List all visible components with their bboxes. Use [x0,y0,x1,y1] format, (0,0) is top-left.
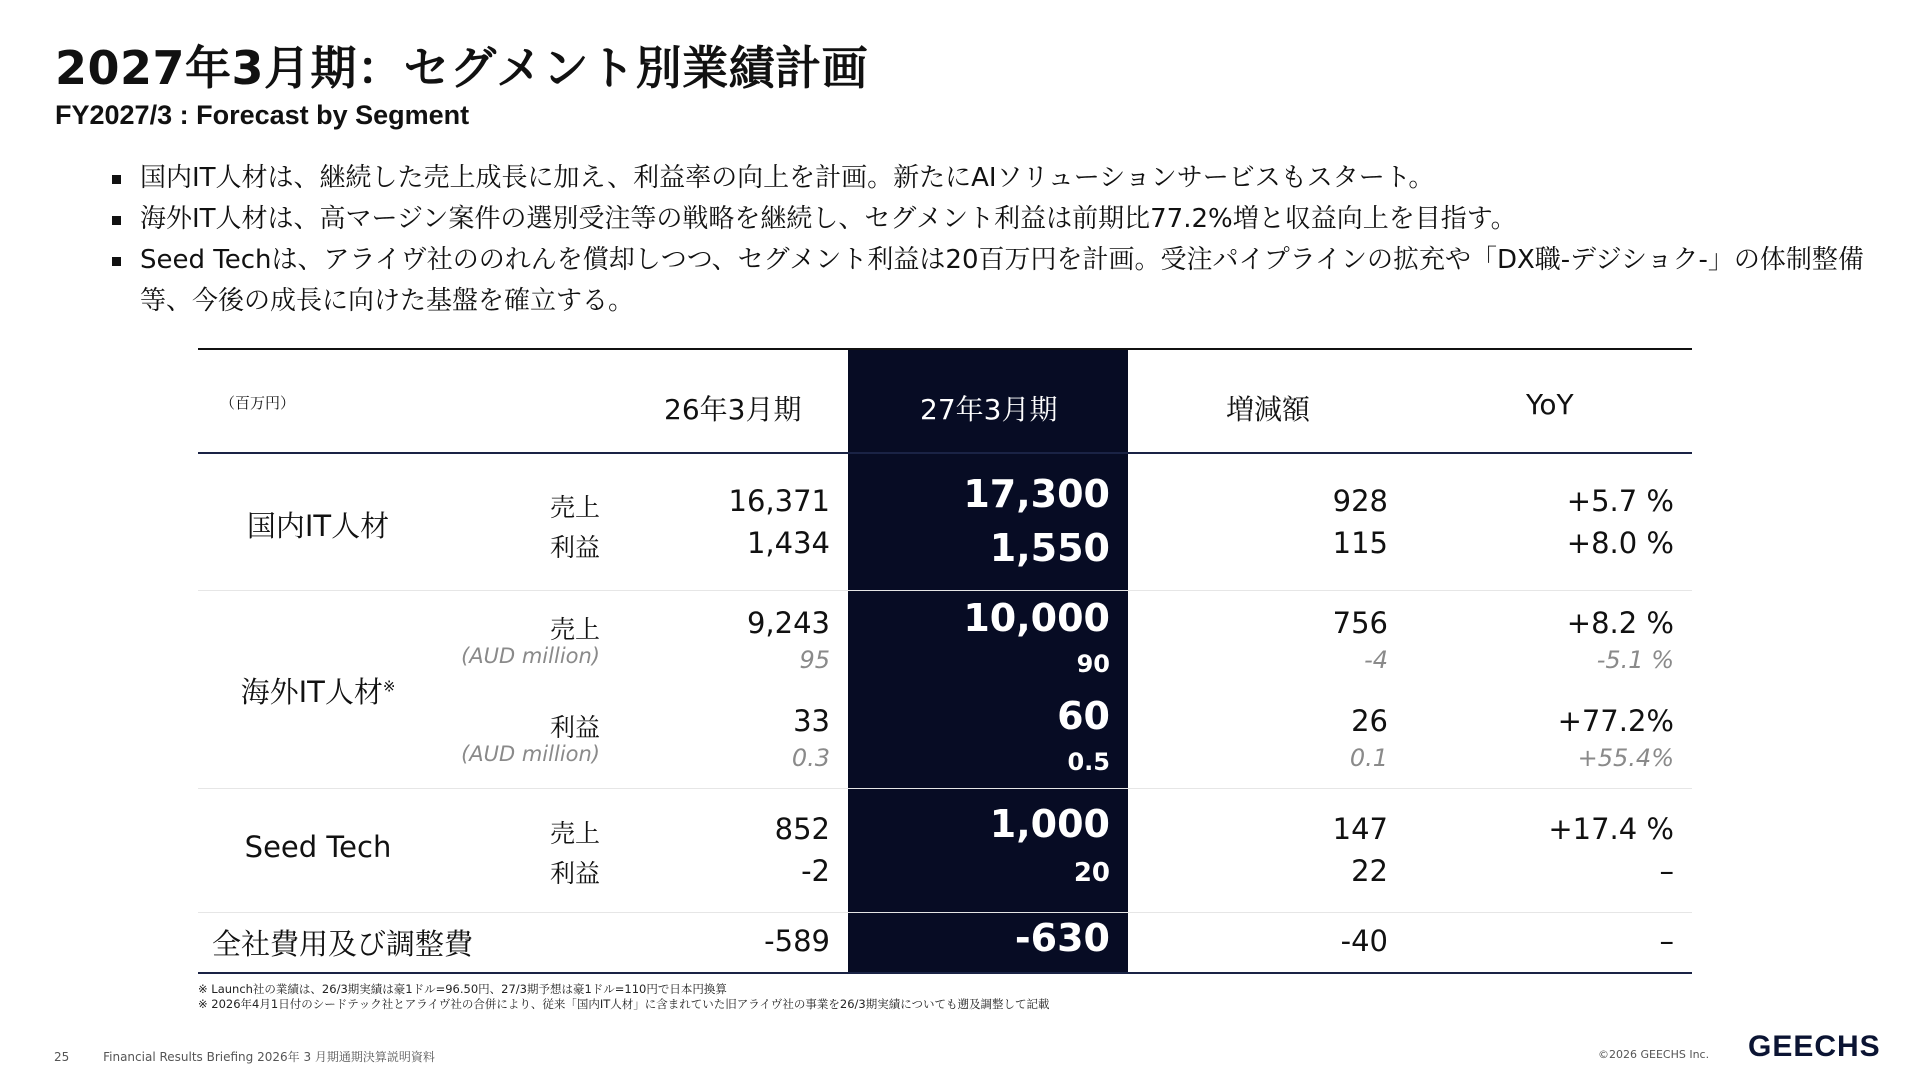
geechs-logo: GEECHS [1748,1030,1881,1063]
row-divider [198,912,1692,913]
document-name: Financial Results Briefing 2026年 3 月期通期決算説明資料 [103,1050,435,1064]
corporate-yoy: – [1659,924,1674,958]
domestic-profit-fy26: 1,434 [746,526,830,560]
overseas-profit-change: 26 [1351,704,1388,738]
row-divider [198,788,1692,789]
sales-label: 売上 [549,819,600,848]
domestic-sales-fy26: 16,371 [728,484,830,518]
domestic-profit-yoy: +8.0 % [1566,526,1674,560]
header-yoy: YoY [1526,388,1574,421]
page-title: 2027年3月期：セグメント別業績計画 [55,41,869,95]
domestic-sales-yoy: +5.7 % [1566,484,1674,518]
domestic-profit-change: 115 [1332,526,1388,560]
header-change: 増減額 [1226,393,1311,426]
sales-label: 売上 [549,493,600,522]
domestic-sales-fy27: 17,300 [963,472,1110,516]
page-number: 25 [54,1050,70,1064]
segment-overseas [198,670,438,711]
copyright: ©2026 GEECHS Inc. [1598,1048,1710,1061]
overseas-sales-yoy: +8.2 % [1566,606,1674,640]
profit-label: 利益 [549,713,600,742]
seedtech-sales-fy27: 1,000 [989,802,1110,846]
overseas-sales-aud-yoy: -5.1 % [1596,646,1674,674]
footer [54,1048,465,1065]
seedtech-sales-yoy: +17.4 % [1548,812,1674,846]
seedtech-profit-fy26: -2 [801,854,830,888]
overseas-sales-change: 756 [1332,606,1388,640]
page-subtitle: FY2027/3 : Forecast by Segment [55,100,470,130]
overseas-profit-aud-change: 0.1 [1349,744,1388,772]
footnote-exchange-rate: ※ Launch社の業績は、26/3期実績は豪1ドル=96.50円、27/3期予想は豪1ドル=110円で日本円換算 [198,982,727,996]
segment-overseas-name: 海外IT人材 [240,675,383,709]
aud-label: (AUD million) [461,644,600,668]
segment-seedtech: Seed Tech [244,830,392,864]
overseas-profit-fy27: 60 [1057,694,1110,738]
segment-domestic: 国内IT人材 [246,509,390,543]
overseas-sales-fy27: 10,000 [963,596,1110,640]
header-fy27: 27年3月期 [920,393,1058,426]
bullet-overseas: 海外IT人材は、高マージン案件の選別受注等の戦略を継続し、セグメント利益は前期比77.2%増と収益向上を目指す。 [112,199,1892,240]
sales-label: 売上 [549,615,600,644]
corporate-fy27: -630 [1014,916,1110,960]
table-bottom-rule [198,972,1692,974]
row-divider [198,590,1692,591]
overseas-profit-yoy: +77.2% [1557,704,1674,738]
footnote-mark: ※ [382,677,396,696]
unit-label: （百万円） [220,394,296,412]
bullet-seedtech: Seed Techは、アライヴ社ののれんを償却しつつ、セグメント利益は20百万円を計画。受注パイプラインの拡充や「DX職-デジショク-」の体制整備等、今後の成長に向けた基盤を確立する。 [112,240,1892,322]
seedtech-sales-fy26: 852 [774,812,830,846]
corporate-change: -40 [1340,924,1388,958]
table-top-rule [198,348,1692,350]
domestic-sales-change: 928 [1332,484,1388,518]
corporate-fy26: -589 [764,924,830,958]
overseas-profit-fy26: 33 [793,704,830,738]
seedtech-profit-yoy: – [1659,854,1674,888]
overseas-sales-fy26: 9,243 [746,606,830,640]
overseas-profit-aud-yoy: +55.4% [1577,744,1674,772]
footnote-merger: ※ 2026年4月1日付のシードテック社とアライヴ社の合併により、従来「国内IT人材」に含まれていた旧アライヴ社の事業を26/3期実績についても遡及調整して記載 [198,997,1050,1011]
overseas-sales-aud-fy27: 90 [1076,650,1110,678]
segment-forecast-table [198,348,1692,974]
summary-bullets [112,158,1892,322]
aud-label: (AUD million) [461,742,600,766]
overseas-profit-aud-fy27: 0.5 [1067,748,1110,776]
header-fy26: 26年3月期 [664,393,802,426]
bullet-domestic: 国内IT人材は、継続した売上成長に加え、利益率の向上を計画。新たにAIソリューションサービスもスタート。 [112,158,1892,199]
overseas-sales-aud-fy26: 95 [799,646,830,674]
domestic-profit-fy27: 1,550 [989,526,1110,570]
overseas-sales-aud-change: -4 [1364,646,1388,674]
profit-label: 利益 [549,859,600,888]
footnotes [198,982,1050,1012]
overseas-profit-aud-fy26: 0.3 [791,744,830,772]
corporate-cost-label: 全社費用及び調整費 [212,927,474,961]
seedtech-sales-change: 147 [1332,812,1388,846]
profit-label: 利益 [549,533,600,562]
seedtech-profit-change: 22 [1351,854,1388,888]
header-rule [198,452,1692,454]
seedtech-profit-fy27: 20 [1073,858,1110,888]
